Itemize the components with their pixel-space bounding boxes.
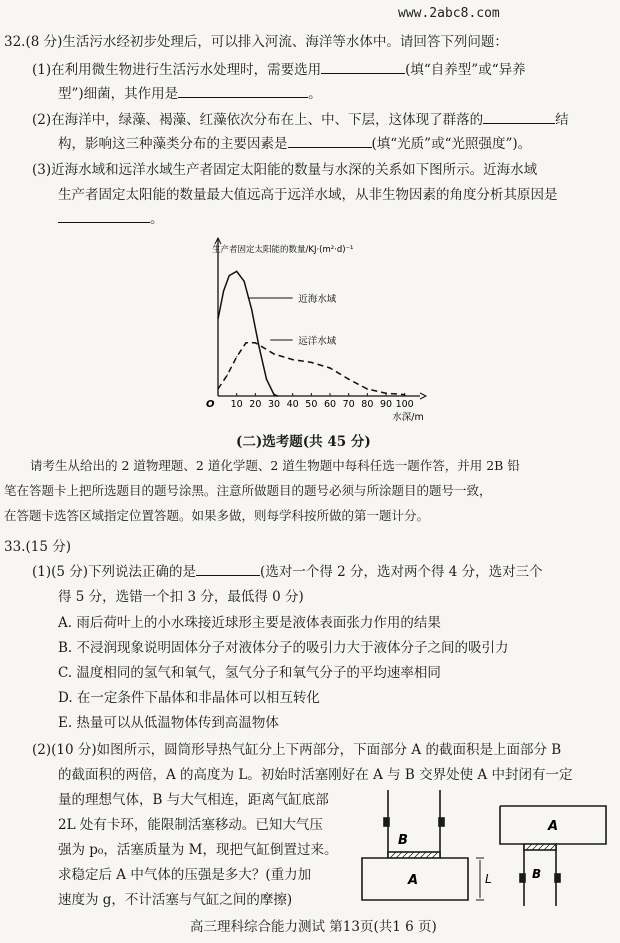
data-point (329, 367, 330, 368)
option-c: C. 温度相同的氢气和氧气，氢气分子和氧气分子的平均速率相同 (58, 665, 441, 681)
data-point (264, 348, 265, 349)
cylinder-upright (362, 790, 484, 900)
x-tick-label: 90 (379, 399, 393, 410)
data-point (217, 318, 218, 319)
q33-part2-line5: 强为 p₀，活塞质量为 M，现把气缸倒置过来。 (58, 842, 338, 858)
q32-part2-line2: 构，影响这三种藻类分布的主要因素是 (填“光质”或“光照强度”)。 (58, 136, 532, 152)
page-footer: 高三理科综合能力测试 第13页(共1 6 页) (190, 919, 437, 935)
q32-part3-line3: 。 (58, 207, 164, 227)
data-point (245, 342, 246, 343)
option-d: D. 在一定条件下晶体和非晶体可以相互转化 (58, 690, 320, 706)
q32-part2-line1: (2)在海洋中，绿藻、褐藻、红藻依次分布在上、中、下层，这体现了群落的 结 (32, 112, 569, 128)
series-label-ocean: 远洋水域 (298, 336, 337, 347)
q33-part2-line7: 速度为 g，不计活塞与气缸之间的摩擦) (58, 892, 293, 908)
data-point (236, 271, 237, 272)
q32-head: 32.(8 分)生活污水经初步处理后，可以排入河流、海洋等水体中。请回答下列问题： (4, 34, 508, 50)
data-point (251, 309, 252, 310)
data-point (385, 393, 386, 394)
data-point (292, 359, 293, 360)
data-point (273, 353, 274, 354)
clip (520, 874, 525, 882)
q33-head: 33.(15 分) (4, 539, 71, 555)
answer-blank[interactable] (321, 72, 405, 74)
x-tick-label: 80 (361, 399, 374, 410)
instruction-line-1: 请考生从给出的 2 道物理题、2 道化学题、2 道生物题中每科任选一题作答，并用 2B 铅 (30, 458, 520, 473)
label-b-inverted: B (532, 867, 542, 881)
x-tick-label: 20 (249, 399, 262, 410)
clip (384, 818, 389, 826)
x-axis-label: 水深/m (392, 412, 424, 423)
data-point (229, 275, 230, 276)
q33-part2-line1: (2)(10 分)如图所示，圆筒形导热气缸分上下两部分，下面部分 A 的截面积是上面部分 B (32, 742, 562, 758)
label-l: L (485, 872, 492, 886)
label-a-inverted: A (548, 819, 559, 834)
data-point (255, 342, 256, 343)
data-point (258, 346, 259, 347)
option-e: E. 热量可以从低温物体传到高温物体 (58, 715, 279, 731)
x-tick-label: 30 (267, 399, 281, 410)
series-label-nearshore: 近海水域 (298, 294, 337, 305)
q33-part2-line2: 的截面积的两倍，A 的高度为 L。初始时活塞刚好在 A 与 B 交界处使 A 中封闭有一定 (58, 767, 573, 783)
section-title: (二)选考题(共 45 分) (236, 434, 371, 450)
series-line-0 (218, 271, 278, 396)
data-point (277, 395, 278, 396)
data-point (227, 374, 228, 375)
data-point (348, 379, 349, 380)
q33-part2-line4: 2L 处有卡环，能限制活塞移动。已知大气压 (58, 817, 323, 833)
label-a: A (408, 873, 419, 888)
data-point (266, 379, 267, 380)
q32-part3-line2: 生产者固定太阳能的数量最大值远高于远洋水域，从非生物因素的角度分析其原因是 (58, 187, 558, 203)
watermark: www.2abc8.com (398, 6, 500, 21)
data-point (217, 388, 218, 389)
q33-part2-line3: 量的理想气体，B 与大气相连，距离气缸底部 (58, 792, 329, 808)
clip (555, 874, 560, 882)
label-b: B (398, 833, 408, 848)
series-line-1 (218, 343, 405, 395)
x-axis-arrow (420, 393, 426, 399)
data-point (404, 394, 405, 395)
origin-label: O (206, 399, 215, 410)
x-tick-label: 60 (323, 399, 337, 410)
answer-blank[interactable] (196, 574, 260, 576)
x-tick-label: 100 (395, 399, 414, 410)
answer-blank[interactable] (483, 122, 555, 124)
answer-blank[interactable] (178, 96, 308, 98)
q32-part3-line1: (3)近海水域和远洋水域生产者固定太阳能的数量与水深的关系如下图所示。近海水域 (32, 162, 538, 178)
data-point (244, 281, 245, 282)
option-b: B. 不浸润现象说明固体分子对液体分子的吸引力大于液体分子之间的吸引力 (58, 640, 509, 656)
data-point (273, 394, 274, 395)
instruction-line-3: 在答题卡选答区域指定位置答题。如果多做，则每学科按所做的第一题计分。 (4, 508, 430, 523)
q33-part2-line6: 求稳定后 A 中气体的压强是多大？(重力加 (58, 867, 312, 883)
instruction-line-2: 笔在答题卡上把所选题目的题号涂黑。注意所做题目的题号必须与所涂题目的题号一致， (4, 483, 492, 498)
answer-blank[interactable] (58, 221, 150, 223)
data-point (311, 362, 312, 363)
data-point (223, 290, 224, 291)
data-point (236, 356, 237, 357)
x-tick-label: 10 (230, 399, 243, 410)
x-tick-label: 40 (286, 399, 299, 410)
option-a: A. 雨后荷叶上的小水珠接近球形主要是液体表面张力作用的结果 (58, 615, 441, 631)
x-tick-label: 70 (342, 399, 355, 410)
q33-part1-line2: 得 5 分，选错一个扣 3 分，最低得 0 分) (58, 589, 304, 605)
q32-part1-line1: (1)在利用微生物进行生活污水处理时，需要选用 (填“自养型”或“异养 (32, 62, 526, 78)
answer-blank[interactable] (288, 146, 372, 148)
q33-part1-line1: (1)(5 分)下列说法正确的是 (选对一个得 2 分，选对两个得 4 分，选对三个 (32, 564, 543, 580)
data-point (367, 388, 368, 389)
depth-energy-chart (190, 228, 430, 428)
y-axis-label: 生产者固定太阳能的数量/KJ·(m²·d)⁻¹ (212, 245, 354, 255)
clip (439, 818, 444, 826)
piston (388, 852, 440, 858)
q32-part1-line2: 型”)细菌，其作用是 。 (58, 86, 322, 102)
cylinder-figures (360, 788, 620, 910)
x-tick-label: 50 (305, 399, 318, 410)
